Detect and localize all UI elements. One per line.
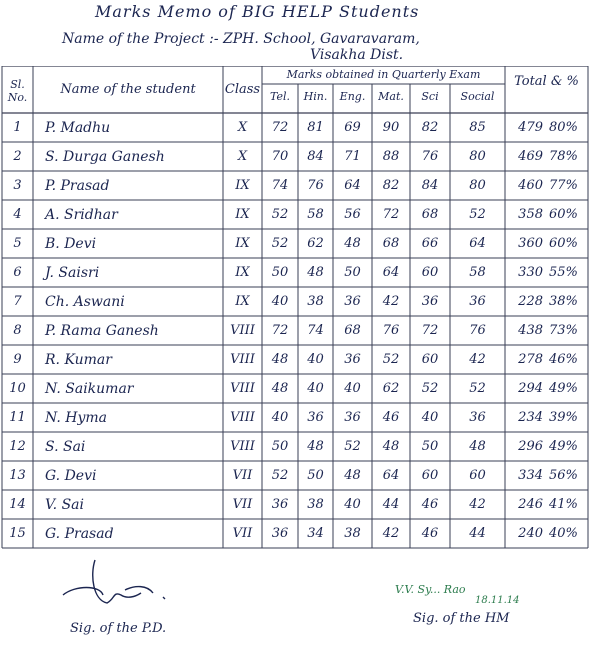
row-subject-mark: 48: [271, 352, 289, 367]
row-subject-mark: 74: [307, 323, 324, 338]
row-sno: 15: [9, 526, 26, 541]
row-sno: 5: [13, 236, 22, 251]
hm-signature-label: Sig. of the HM: [413, 611, 510, 626]
row-student-name: N. Saikumar: [45, 381, 134, 397]
row-percentage: 60%: [549, 207, 578, 222]
row-total: 240: [518, 526, 543, 541]
row-subject-mark: 84: [307, 149, 324, 164]
row-total: 334: [518, 468, 543, 483]
row-subject-mark: 62: [307, 236, 324, 251]
row-subject-mark: 42: [469, 352, 486, 367]
row-sno: 1: [13, 120, 22, 135]
row-percentage: 41%: [549, 497, 578, 512]
row-subject-mark: 72: [271, 323, 289, 338]
row-subject-mark: 80: [469, 149, 486, 164]
row-student-name: A. Sridhar: [45, 207, 118, 223]
row-total: 278: [518, 352, 543, 367]
row-class: VIII: [230, 439, 255, 454]
hm-signature-text: V.V. Sy... Rao: [395, 583, 466, 596]
row-subject-mark: 76: [382, 323, 400, 338]
row-subject-mark: 50: [271, 439, 289, 454]
row-subject-mark: 64: [344, 178, 361, 193]
row-percentage: 73%: [549, 323, 578, 338]
header-name: Name of the student: [60, 82, 196, 97]
row-subject-mark: 64: [469, 236, 486, 251]
row-class: VIII: [230, 381, 255, 396]
header-class: Class: [224, 82, 261, 97]
row-percentage: 56%: [549, 468, 578, 483]
row-subject-mark: 72: [382, 207, 400, 222]
row-percentage: 55%: [549, 265, 578, 280]
hm-signature-date: 18.11.14: [475, 595, 520, 606]
row-student-name: B. Devi: [45, 236, 97, 252]
row-subject-mark: 76: [307, 178, 324, 193]
row-subject-mark: 64: [382, 265, 400, 280]
row-class: VIII: [230, 352, 255, 367]
row-total: 294: [518, 381, 543, 396]
row-total: 296: [518, 439, 543, 454]
row-subject-mark: 82: [421, 120, 439, 135]
row-subject-mark: 48: [344, 468, 361, 483]
row-subject-mark: 36: [271, 497, 289, 512]
row-total: 469: [518, 149, 543, 164]
row-subject-mark: 48: [271, 381, 289, 396]
row-subject-mark: 84: [421, 178, 439, 193]
hm-signature-block: [385, 573, 585, 643]
row-subject-mark: 48: [382, 439, 400, 454]
row-subject-mark: 48: [344, 236, 361, 251]
row-subject-mark: 52: [469, 381, 486, 396]
row-subject-mark: 40: [307, 381, 324, 396]
row-subject-mark: 76: [469, 323, 486, 338]
row-subject-mark: 40: [344, 381, 361, 396]
row-subject-mark: 68: [421, 207, 439, 222]
row-subject-mark: 40: [307, 352, 324, 367]
row-class: IX: [235, 294, 250, 309]
row-subject-mark: 50: [307, 468, 324, 483]
row-percentage: 60%: [549, 236, 578, 251]
row-subject-mark: 71: [344, 149, 361, 164]
row-sno: 2: [13, 149, 22, 164]
row-subject-mark: 52: [271, 468, 289, 483]
row-subject-mark: 76: [421, 149, 439, 164]
row-subject-mark: 46: [421, 526, 439, 541]
row-subject-mark: 60: [421, 352, 439, 367]
row-subject-mark: 42: [382, 526, 400, 541]
row-percentage: 40%: [549, 526, 578, 541]
row-percentage: 49%: [549, 439, 578, 454]
row-subject-mark: 46: [421, 497, 439, 512]
row-subject-mark: 38: [307, 497, 324, 512]
row-student-name: S. Durga Ganesh: [45, 149, 165, 165]
marks-table: [0, 66, 590, 554]
row-subject-mark: 58: [307, 207, 324, 222]
row-subject-mark: 72: [421, 323, 439, 338]
row-subject-mark: 38: [344, 526, 361, 541]
row-subject-mark: 36: [271, 526, 289, 541]
row-subject-mark: 36: [344, 410, 361, 425]
pd-signature-block: [55, 555, 215, 645]
row-percentage: 49%: [549, 381, 578, 396]
row-percentage: 80%: [549, 120, 578, 135]
row-subject-mark: 60: [421, 265, 439, 280]
row-subject-mark: 50: [344, 265, 361, 280]
row-student-name: N. Hyma: [45, 410, 107, 426]
row-percentage: 46%: [549, 352, 578, 367]
row-subject-mark: 36: [344, 294, 361, 309]
row-total: 330: [518, 265, 543, 280]
header-subject: Social: [460, 90, 495, 103]
header-sno: Sl. No.: [7, 78, 28, 104]
row-percentage: 77%: [549, 178, 578, 193]
row-percentage: 39%: [549, 410, 578, 425]
row-subject-mark: 42: [469, 497, 486, 512]
row-subject-mark: 50: [271, 265, 289, 280]
row-subject-mark: 38: [307, 294, 324, 309]
header-subject: Eng.: [339, 90, 366, 103]
pd-signature-mark: [55, 555, 185, 610]
row-subject-mark: 64: [382, 468, 400, 483]
project-name-line-1: Name of the Project :- ZPH. School, Gavaravaram,: [62, 31, 420, 47]
row-total: 479: [518, 120, 543, 135]
row-student-name: P. Prasad: [45, 178, 110, 194]
row-sno: 11: [9, 410, 26, 425]
row-sno: 10: [9, 381, 26, 396]
row-subject-mark: 46: [382, 410, 400, 425]
row-subject-mark: 52: [344, 439, 361, 454]
row-class: VII: [232, 497, 253, 512]
row-subject-mark: 36: [469, 410, 486, 425]
row-sno: 7: [13, 294, 22, 309]
header-subject: Sci: [421, 90, 439, 103]
memo-title: Marks Memo of BIG HELP Students: [95, 2, 420, 21]
row-class: IX: [235, 236, 250, 251]
row-sno: 9: [13, 352, 22, 367]
row-class: VII: [232, 468, 253, 483]
row-subject-mark: 88: [382, 149, 400, 164]
row-percentage: 78%: [549, 149, 578, 164]
row-subject-mark: 72: [271, 120, 289, 135]
row-subject-mark: 85: [469, 120, 486, 135]
row-student-name: R. Kumar: [45, 352, 112, 368]
row-student-name: V. Sai: [45, 497, 84, 513]
row-subject-mark: 74: [271, 178, 289, 193]
row-subject-mark: 50: [421, 439, 439, 454]
row-class: IX: [235, 265, 250, 280]
row-subject-mark: 36: [469, 294, 486, 309]
row-class: VIII: [230, 410, 255, 425]
row-class: VII: [232, 526, 253, 541]
row-subject-mark: 40: [421, 410, 439, 425]
row-class: X: [237, 149, 248, 164]
row-sno: 6: [13, 265, 22, 280]
row-subject-mark: 36: [344, 352, 361, 367]
row-student-name: Ch. Aswani: [45, 294, 125, 310]
row-student-name: P. Rama Ganesh: [45, 323, 159, 339]
row-total: 234: [518, 410, 543, 425]
row-total: 358: [518, 207, 543, 222]
header-marks-group: Marks obtained in Quarterly Exam: [286, 68, 481, 81]
project-name-line-2: Visakha Dist.: [310, 47, 404, 63]
row-subject-mark: 42: [382, 294, 400, 309]
row-class: IX: [235, 207, 250, 222]
row-student-name: S. Sai: [45, 439, 86, 455]
row-total: 228: [518, 294, 543, 309]
row-total: 360: [518, 236, 543, 251]
row-total: 460: [518, 178, 543, 193]
pd-signature-label: Sig. of the P.D.: [70, 621, 167, 636]
row-sno: 4: [13, 207, 22, 222]
row-subject-mark: 40: [344, 497, 361, 512]
header-total: Total & %: [514, 74, 579, 89]
header-subject: Hin.: [303, 90, 328, 103]
row-subject-mark: 48: [307, 265, 324, 280]
row-student-name: G. Devi: [45, 468, 97, 484]
row-subject-mark: 34: [307, 526, 324, 541]
row-subject-mark: 52: [421, 381, 439, 396]
row-subject-mark: 82: [382, 178, 400, 193]
row-class: VIII: [230, 323, 255, 338]
row-subject-mark: 68: [344, 323, 361, 338]
row-percentage: 38%: [549, 294, 578, 309]
row-subject-mark: 80: [469, 178, 486, 193]
row-subject-mark: 90: [382, 120, 400, 135]
row-subject-mark: 36: [421, 294, 439, 309]
row-subject-mark: 68: [382, 236, 400, 251]
row-student-name: G. Prasad: [45, 526, 114, 542]
header-subject: Mat.: [378, 90, 404, 103]
row-class: IX: [235, 178, 250, 193]
row-subject-mark: 60: [421, 468, 439, 483]
row-total: 438: [518, 323, 543, 338]
row-subject-mark: 60: [469, 468, 486, 483]
row-subject-mark: 36: [307, 410, 324, 425]
row-subject-mark: 81: [307, 120, 324, 135]
row-subject-mark: 62: [382, 381, 400, 396]
row-subject-mark: 48: [307, 439, 324, 454]
row-student-name: P. Madhu: [45, 120, 111, 136]
row-subject-mark: 44: [382, 497, 400, 512]
row-subject-mark: 52: [271, 207, 289, 222]
header-subject: Tel.: [269, 90, 290, 103]
row-sno: 13: [9, 468, 26, 483]
row-subject-mark: 70: [271, 149, 289, 164]
row-subject-mark: 66: [421, 236, 439, 251]
row-sno: 3: [13, 178, 22, 193]
row-subject-mark: 52: [271, 236, 289, 251]
row-student-name: J. Saisri: [45, 265, 100, 281]
row-subject-mark: 48: [469, 439, 486, 454]
row-subject-mark: 58: [469, 265, 486, 280]
row-class: X: [237, 120, 248, 135]
row-subject-mark: 69: [344, 120, 361, 135]
row-sno: 12: [9, 439, 26, 454]
row-subject-mark: 40: [271, 410, 289, 425]
row-sno: 14: [9, 497, 26, 512]
row-subject-mark: 52: [469, 207, 486, 222]
row-subject-mark: 52: [382, 352, 400, 367]
row-subject-mark: 56: [344, 207, 361, 222]
row-subject-mark: 40: [271, 294, 289, 309]
row-subject-mark: 44: [469, 526, 486, 541]
row-sno: 8: [13, 323, 22, 338]
row-total: 246: [518, 497, 543, 512]
